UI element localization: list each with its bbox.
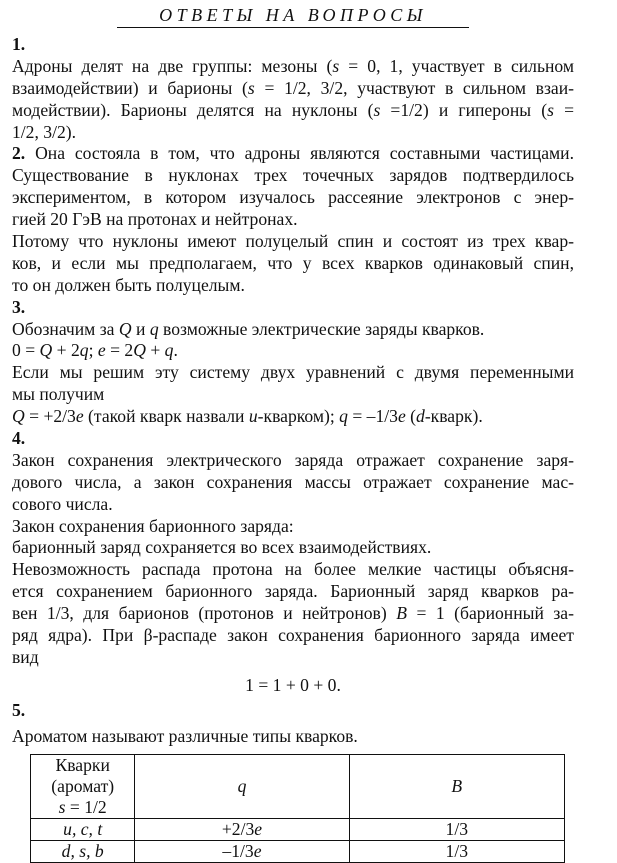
text-segment: ( xyxy=(405,406,417,427)
header-spin-label: s = 1/2 xyxy=(58,797,107,817)
text-line xyxy=(12,143,574,165)
text-segment: ; xyxy=(88,340,98,361)
math-variable: d xyxy=(416,406,425,427)
answers-text xyxy=(12,34,574,748)
math-variable: B xyxy=(396,603,407,624)
text-line xyxy=(12,537,574,559)
text-line xyxy=(12,603,574,625)
text-segment: = –1/3 xyxy=(347,406,398,427)
text-line xyxy=(12,625,574,647)
text-segment: мы получим xyxy=(12,384,105,405)
text-line xyxy=(12,231,574,253)
math-variable: q xyxy=(149,318,159,339)
text-segment: 3. xyxy=(12,296,26,317)
header-b-label: B xyxy=(451,776,463,796)
text-segment: дового числа, а закон сохранения массы отражает сохранение мас- xyxy=(12,471,574,492)
text-line xyxy=(12,362,574,384)
header-q-label: q xyxy=(237,776,247,796)
text-line xyxy=(12,726,574,748)
math-variable: q xyxy=(79,340,89,361)
math-variable: q xyxy=(164,340,174,361)
text-segment: барионный заряд сохраняется во всех взаимодействиях. xyxy=(12,537,432,558)
text-line xyxy=(12,122,574,144)
cell-b: 1/3 xyxy=(349,841,564,863)
text-segment: 5. xyxy=(12,699,26,720)
text-segment: Потому что нуклоны имеют полуцелый спин и состоят из трех квар- xyxy=(12,231,574,252)
header-quarks-label: Кварки (аромат) xyxy=(51,755,115,796)
text-segment: 1 = 1 + 0 + 0. xyxy=(245,674,341,695)
text-line xyxy=(12,450,574,472)
math-variable: Q xyxy=(133,340,146,361)
text-segment: гией 20 ГэВ на протонах и нейтронах. xyxy=(12,209,298,230)
text-segment: модействии). Барионы делятся на нуклоны ( xyxy=(12,99,374,120)
text-segment: Она состояла в том, что адроны являются составными частицами. xyxy=(25,143,574,164)
text-segment: -кварком); xyxy=(257,406,340,427)
text-line xyxy=(12,78,574,100)
math-variable: Q xyxy=(39,340,53,361)
text-line xyxy=(12,187,574,209)
text-line xyxy=(12,494,574,516)
text-line xyxy=(12,209,574,231)
text-line xyxy=(12,100,574,122)
text-segment: = xyxy=(553,99,574,120)
math-variable: Q xyxy=(12,406,25,427)
math-variable: Q xyxy=(118,318,132,339)
text-segment: вид xyxy=(12,646,39,667)
text-segment: -кварк). xyxy=(424,406,483,427)
header-b xyxy=(349,755,564,819)
math-variable: e xyxy=(75,406,84,427)
cell-quarks-text: d, s, b xyxy=(61,841,104,861)
text-segment: Если мы решим эту систему двух уравнений с двумя переменными xyxy=(12,362,574,383)
text-segment: Обозначим за xyxy=(12,318,119,339)
text-segment: Невозможность распада протона на более мелкие частицы объясня- xyxy=(12,559,574,580)
text-line xyxy=(12,472,574,494)
cell-q: +2/3e xyxy=(135,819,349,841)
text-segment: = 2 xyxy=(105,340,134,361)
math-variable: q xyxy=(339,406,348,427)
text-line xyxy=(12,56,574,78)
math-variable: s xyxy=(247,77,255,98)
math-variable: u xyxy=(248,406,258,427)
cell-quarks xyxy=(31,841,135,863)
text-line xyxy=(12,581,574,603)
math-variable: s xyxy=(332,55,340,76)
table-header-row xyxy=(31,755,565,819)
text-line xyxy=(12,275,574,297)
text-segment: взаимодействии) и барионы ( xyxy=(12,77,248,98)
text-segment: и xyxy=(131,318,150,339)
text-segment: Существование в нуклонах трех точечных зарядов подтвердилось xyxy=(12,165,574,186)
header-q xyxy=(135,755,349,819)
text-segment: 1. xyxy=(12,34,26,54)
text-segment: Закон сохранения электрического заряда отражает сохранение заря- xyxy=(12,449,574,470)
text-segment: 0 = xyxy=(12,340,40,361)
text-line xyxy=(12,34,574,56)
text-line xyxy=(12,253,574,275)
text-line xyxy=(12,428,574,450)
text-segment: Закон сохранения барионного заряда: xyxy=(12,515,294,536)
text-line xyxy=(12,297,574,319)
text-segment: =1/2) и гипероны ( xyxy=(380,99,548,120)
cell-quarks-text: u, c, t xyxy=(63,819,103,839)
text-segment: = 1 (барионный за- xyxy=(406,603,574,624)
text-segment: ряд ядра). При β-распаде закон сохранения барионного заряда имеет xyxy=(12,625,574,646)
text-line xyxy=(12,384,574,406)
text-segment: 4. xyxy=(12,428,26,449)
math-variable: e xyxy=(397,406,406,427)
text-segment: = 0, 1, участвует в сильном xyxy=(339,55,574,76)
text-segment: Ароматом называют различные типы кварков. xyxy=(12,725,358,746)
text-line xyxy=(12,647,574,669)
math-variable: e xyxy=(254,819,263,839)
text-segment: . xyxy=(173,340,178,361)
cell-q: –1/3e xyxy=(135,841,349,863)
math-variable: s xyxy=(547,99,554,120)
cell-quarks xyxy=(31,819,135,841)
text-segment: ков, и если мы предполагаем, что у всех кварков одинаковый спин, xyxy=(12,252,574,273)
text-line xyxy=(12,700,574,722)
text-line xyxy=(12,165,574,187)
text-line xyxy=(12,406,574,428)
text-segment: + xyxy=(145,340,165,361)
math-variable: e xyxy=(253,841,262,861)
text-line xyxy=(12,559,574,581)
text-segment: ется сохранением барионного заряда. Барионный заряд кварков ра- xyxy=(12,581,574,602)
text-line xyxy=(12,516,574,538)
table-row xyxy=(31,841,565,863)
text-segment: = +2/3 xyxy=(24,406,76,427)
text-segment: = 1/2, 3/2, участвуют в сильном взаи- xyxy=(254,77,574,98)
text-segment: 2. xyxy=(12,143,26,164)
math-variable: e xyxy=(97,340,106,361)
text-line xyxy=(12,669,574,696)
page-title: ОТВЕТЫ НА ВОПРОСЫ xyxy=(117,3,469,28)
text-segment: Адроны делят на две группы: мезоны ( xyxy=(12,55,333,76)
text-line xyxy=(12,340,574,362)
text-segment: то он должен быть полуцелым. xyxy=(12,274,245,295)
text-segment: вен 1/3, для барионов (протонов и нейтронов) xyxy=(12,603,397,624)
table-row xyxy=(31,819,565,841)
text-line xyxy=(12,319,574,341)
text-segment: + 2 xyxy=(52,340,80,361)
text-segment: экспериментом, в котором изучалось рассеяние электронов с энер- xyxy=(12,187,574,208)
text-segment: (такой кварк назвали xyxy=(83,406,249,427)
quark-flavor-table xyxy=(30,754,565,863)
text-segment: возможные электрические заряды кварков. xyxy=(158,318,485,339)
text-segment: сового числа. xyxy=(12,493,113,514)
text-segment: 1/2, 3/2). xyxy=(12,121,77,142)
cell-b: 1/3 xyxy=(349,819,564,841)
math-variable: s xyxy=(373,99,381,120)
header-quarks xyxy=(31,755,135,819)
